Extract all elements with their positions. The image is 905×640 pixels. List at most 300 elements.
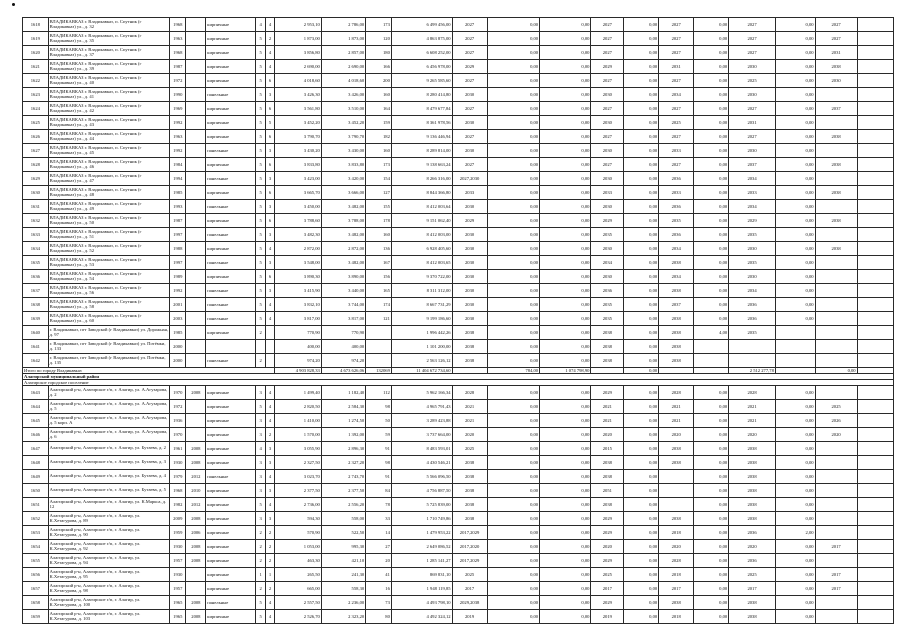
cell-row-id: 1642 [23,354,49,368]
cell-value-5: 0,00 [775,400,815,414]
cell-blank [857,540,893,554]
cell-plan-year: 2021 [452,400,487,414]
cell-wall-material: панельные [206,88,256,102]
total-area: 4 903 828,33 [275,368,322,374]
cell-residents: 73 [366,596,392,610]
cell-living-area: 2 786,00 [321,18,365,32]
cell-year-5 [815,144,857,158]
cell-year-3: 2021 [659,400,694,414]
cell-value-1: 0,00 [487,386,540,400]
table-row [23,88,894,102]
cell-residents: 136 [366,242,392,256]
cell-plan-year: 2030 [452,88,487,102]
cell-row-id: 1655 [23,554,49,568]
cell-living-area: 1 274,50 [321,414,365,428]
cell-blank [857,46,893,60]
cell-residents: 20 [366,554,392,568]
cell-year-5: 2025 [815,400,857,414]
table-row [23,470,894,484]
cell-year-5: 2038 [815,186,857,200]
cell-value-5: 0,00 [775,596,815,610]
cell-blank [857,284,893,298]
table-row [23,186,894,200]
cell-entrances: 4 [265,400,274,414]
cell-blank [857,130,893,144]
cell-residents: 178 [366,214,392,228]
cell-total-area: 265,50 [275,568,322,582]
cell-year-built: 1968 [170,484,186,498]
cell-row-id: 1626 [23,130,49,144]
cell-year-5 [815,456,857,470]
cell-year-built: 1963 [170,130,186,144]
cell-year-2: 2027 [591,74,624,88]
cell-value-2: 0,00 [540,540,591,554]
cell-value-3: 0,00 [624,88,659,102]
cell-value-4: 0,00 [694,130,729,144]
cell-plan-year: 2027 [452,130,487,144]
cell-total-area: 2 526,70 [275,610,322,624]
cell-year-4: 2027 [729,46,776,60]
cell-wall-material: кирпичные [206,526,256,540]
cell-year-3: 2031 [659,60,694,74]
cell-year-2: 2027 [591,102,624,116]
cell-living-area: 2 743,70 [321,470,365,484]
cell-living-area: 4 018,60 [321,74,365,88]
cell-row-id: 1623 [23,88,49,102]
cell-address: Алагирский р-н, Алагирское г/п, г. Алагир, ул. К.Хетагурова, д. 94 [48,554,169,568]
cell-value-2: 0,00 [540,18,591,32]
cell-floors: 5 [256,228,265,242]
cell-year-5 [815,228,857,242]
cell-value-4: 0,00 [694,470,729,484]
cell-plan-year: 2038 [452,498,487,512]
cell-year-built: 1972 [170,400,186,414]
cell-value-4: 0,00 [694,456,729,470]
cell-year-4: 2038 [729,456,776,470]
cell-entrances: 3 [265,442,274,456]
cell-year-3: 2018 [659,610,694,624]
cell-year-4: 2038 [729,512,776,526]
cell-year-2: 2030 [591,270,624,284]
cell-value-4: 0,00 [694,400,729,414]
cell-repair-cost: 8 361 978,56 [391,116,452,130]
cell-plan-year: 2027,2030 [452,172,487,186]
cell-value-1: 0,00 [487,116,540,130]
cell-year-4: 2027 [729,18,776,32]
cell-floors [256,340,265,354]
cell-row-id: 1633 [23,228,49,242]
table-row [23,172,894,186]
cell-residents: 159 [366,116,392,130]
table-row [23,116,894,130]
cell-value-1: 0,00 [487,172,540,186]
cell-residents [366,354,392,368]
cell-repair-cost: 869 831,10 [391,568,452,582]
cell-row-id: 1620 [23,46,49,60]
cell-year-renovated [186,74,206,88]
cell-year-built: 1957 [170,554,186,568]
cell-entrances: 2 [265,32,274,46]
cell-year-renovated [186,214,206,228]
cell-floors: 2 [256,540,265,554]
cell-blank [857,470,893,484]
cell-value-3: 0,00 [624,242,659,256]
cell-year-built: 1959 [170,526,186,540]
cell-total-area: 2 557,50 [275,596,322,610]
cell-total-area: 1 570,00 [275,428,322,442]
cell-value-1: 0,00 [487,596,540,610]
cell-value-2: 0,00 [540,568,591,582]
cell-floors: 3 [256,512,265,526]
cell-blank [857,526,893,540]
cell-living-area: 770,90 [321,326,365,340]
cell-address: ВЛАДИКАВКАЗ г. Владикавказ, п. Спутник (г Владикавказ) ул., д. 44 [48,130,169,144]
cell-address: Алагирский р-н, Алагирское г/п, г. Алагир, ул. Бутаева, д. 2 [48,442,169,456]
cell-year-2: 2029 [591,526,624,540]
cell-repair-cost: 9 136 446,94 [391,130,452,144]
cell-living-area: 2 872,00 [321,242,365,256]
cell-row-id: 1646 [23,428,49,442]
cell-year-2: 2030 [591,144,624,158]
cell-year-built: 1936 [170,414,186,428]
cell-year-2: 2021 [591,400,624,414]
cell-value-4: 0,00 [694,18,729,32]
cell-year-3: 2028 [659,386,694,400]
cell-year-4: 2037 [729,158,776,172]
cell-plan-year: 2038 [452,484,487,498]
cell-year-2: 2020 [591,428,624,442]
cell-value-2: 0,00 [540,88,591,102]
cell-year-renovated: 2006 [186,526,206,540]
cell-row-id: 1619 [23,32,49,46]
cell-blank [857,242,893,256]
cell-plan-year: 2030 [452,144,487,158]
cell-repair-cost: 8 844 366,80 [391,186,452,200]
cell-year-4: 2038 [729,442,776,456]
cell-blank [857,102,893,116]
cell-year-built: 2000 [170,340,186,354]
cell-year-3: 2020 [659,540,694,554]
cell-plan-year: 2030 [452,256,487,270]
cell-wall-material: кирпичные [206,484,256,498]
cell-living-area: 2 690,00 [321,60,365,74]
cell-address: Алагирский р-н, Алагирское г/п, г. Алагир, ул. К.Хетагурова, д. 95 [48,568,169,582]
cell-floors: 3 [256,428,265,442]
table-row [23,60,894,74]
cell-living-area: 3 817,00 [321,312,365,326]
cell-repair-cost: 8 289 814,00 [391,144,452,158]
cell-year-4: 2035 [729,228,776,242]
cell-living-area: 3 666,00 [321,186,365,200]
cell-total-area: 4 018,60 [275,74,322,88]
table-row [23,326,894,340]
cell-floors: 5 [256,186,265,200]
cell-value-1: 0,00 [487,158,540,172]
cell-floors: 4 [256,18,265,32]
cell-year-5: 2038 [815,242,857,256]
cell-year-built: 2003 [170,312,186,326]
cell-total-area: 400,00 [275,340,322,354]
cell-value-5: 2,00 [775,526,815,540]
cell-value-2: 0,00 [540,32,591,46]
cell-living-area: 2 584,30 [321,400,365,414]
cell-living-area: 400,00 [321,340,365,354]
cell-floors: 2 [256,326,265,340]
cell-row-id: 1638 [23,298,49,312]
cell-value-1: 0,00 [487,540,540,554]
table-row [23,284,894,298]
cell-year-4: 2020 [729,540,776,554]
cell-residents: 98 [366,456,392,470]
cell-year-2: 2035 [591,228,624,242]
cell-year-4 [729,354,776,368]
cell-value-5: 0,00 [775,256,815,270]
total-area-living: 4 673 626,06 [321,368,365,374]
cell-year-4: 2036 [729,312,776,326]
cell-address: ВЛАДИКАВКАЗ г. Владикавказ, п. Спутник (г Владикавказ) ул., д. 49 [48,200,169,214]
cell-residents: 154 [366,172,392,186]
cell-row-id: 1649 [23,470,49,484]
cell-value-5: 0,00 [775,88,815,102]
cell-value-5: 0,00 [775,116,815,130]
cell-floors: 3 [256,386,265,400]
cell-living-area: 3 452,20 [321,116,365,130]
cell-value-5: 0,00 [775,74,815,88]
cell-value-1: 0,00 [487,456,540,470]
cell-residents: 174 [366,298,392,312]
table-row [23,312,894,326]
cell-year-renovated [186,32,206,46]
cell-value-5: 0,00 [775,568,815,582]
cell-plan-year: 2030 [452,228,487,242]
cell-address: г. Владикавказ, пгт Заводской (г Владикавказ) ул. Дорожная, д. 97 [48,326,169,340]
cell-year-2: 2030 [591,242,624,256]
total-cost: 11 404 672 734,60 [391,368,452,374]
cell-residents: 84 [366,484,392,498]
cell-value-3: 0,00 [624,484,659,498]
cell-value-2: 0,00 [540,340,591,354]
cell-blank [857,60,893,74]
cell-entrances: 4 [265,242,274,256]
cell-entrances: 3 [265,144,274,158]
cell-value-3: 0,00 [624,18,659,32]
table-row [23,102,894,116]
cell-year-5 [815,512,857,526]
cell-blank [857,582,893,596]
cell-year-2: 2030 [591,88,624,102]
cell-repair-cost: 3 289 423,88 [391,414,452,428]
cell-value-4: 0,00 [694,144,729,158]
cell-living-area: 3 510,00 [321,102,365,116]
cell-value-5: 0,00 [775,554,815,568]
table-row [23,512,894,526]
cell-blank [857,32,893,46]
cell-plan-year: 2027 [452,102,487,116]
cell-value-2: 0,00 [540,102,591,116]
cell-year-3: 2025 [659,116,694,130]
cell-value-5: 0,00 [775,200,815,214]
cell-floors: 5 [256,172,265,186]
cell-repair-cost: 8 412 003,00 [391,228,452,242]
cell-value-3: 0,00 [624,540,659,554]
cell-repair-cost: 9 370 722,00 [391,270,452,284]
cell-year-renovated: 2012 [186,498,206,512]
cell-living-area: 3 744,00 [321,298,365,312]
cell-repair-cost: 1 710 749,86 [391,512,452,526]
cell-floors: 2 [256,526,265,540]
cell-row-id: 1636 [23,270,49,284]
cell-total-area: 3 832,10 [275,298,322,312]
cell-year-2: 2033 [591,186,624,200]
cell-address: ВЛАДИКАВКАЗ г. Владикавказ, п. Спутник (г Владикавказ) ул., д. 37 [48,46,169,60]
cell-row-id: 1639 [23,312,49,326]
cell-repair-cost: 8 667 731,29 [391,298,452,312]
cell-year-3: 2038 [659,256,694,270]
cell-entrances: 4 [265,60,274,74]
cell-blank [857,354,893,368]
cell-value-3: 0,00 [624,554,659,568]
cell-year-built: 1963 [170,32,186,46]
cell-value-5: 0,00 [775,214,815,228]
cell-year-renovated: 2008 [186,540,206,554]
cell-plan-year: 2025 [452,568,487,582]
cell-address: ВЛАДИКАВКАЗ г. Владикавказ, п. Спутник (г Владикавказ) ул., д. 60 [48,312,169,326]
cell-plan-year: 2038 [452,470,487,484]
table-row [23,158,894,172]
cell-floors: 5 [256,312,265,326]
cell-plan-year: 2017,2029 [452,526,487,540]
cell-plan-year: 2038 [452,354,487,368]
cell-year-3: 2021 [659,414,694,428]
cell-wall-material [206,340,256,354]
cell-blank [857,18,893,32]
cell-year-2: 2051 [591,484,624,498]
cell-repair-cost: 1 479 953,22 [391,526,452,540]
cell-row-id: 1644 [23,400,49,414]
cell-value-2: 0,00 [540,512,591,526]
total-sum: 2 512 277,78 [729,368,776,374]
cell-value-2: 0,00 [540,270,591,284]
cell-total-area: 3 856,80 [275,46,322,60]
cell-value-2: 0,00 [540,186,591,200]
housing-register-table [22,17,894,624]
cell-year-renovated [186,186,206,200]
cell-residents [366,326,392,340]
cell-value-5: 0,00 [775,312,815,326]
cell-living-area: 2 556,20 [321,498,365,512]
cell-value-5: 0,00 [775,284,815,298]
cell-value-1: 0,00 [487,414,540,428]
cell-value-5 [775,354,815,368]
cell-value-1: 0,00 [487,498,540,512]
cell-value-3: 0,00 [624,414,659,428]
cell-row-id: 1645 [23,414,49,428]
cell-entrances: 6 [265,270,274,284]
cell-value-2: 0,00 [540,386,591,400]
cell-plan-year: 2027 [452,46,487,60]
cell-year-3: 2038 [659,512,694,526]
cell-repair-cost: 6 499 456,00 [391,18,452,32]
cell-value-3: 0,00 [624,228,659,242]
cell-year-3: 2035 [659,214,694,228]
cell-blank [857,144,893,158]
cell-value-1: 0,00 [487,610,540,624]
cell-year-2: 2015 [591,442,624,456]
table-row [23,596,894,610]
cell-year-5 [815,526,857,540]
cell-year-renovated [186,284,206,298]
cell-value-3: 0,00 [624,512,659,526]
cell-value-3: 0,00 [624,354,659,368]
cell-floors: 5 [256,596,265,610]
cell-wall-material: кирпичные [206,32,256,46]
cell-total-area: 463,30 [275,554,322,568]
cell-year-renovated [186,256,206,270]
cell-floors: 3 [256,456,265,470]
cell-value-3: 0,00 [624,340,659,354]
table-row [23,200,894,214]
cell-value-1: 0,00 [487,200,540,214]
cell-blank [857,228,893,242]
section-title: Алагирский муниципальный район [23,374,894,380]
cell-repair-cost: 5 962 166,34 [391,386,452,400]
cell-living-area: 421,10 [321,554,365,568]
cell-year-4: 2034 [729,172,776,186]
cell-year-renovated [186,242,206,256]
cell-wall-material: кирпичные [206,186,256,200]
cell-year-renovated: 2008 [186,386,206,400]
cell-wall-material: панельные [206,228,256,242]
table-row [23,242,894,256]
cell-year-built: 1989 [170,270,186,284]
cell-value-4: 0,00 [694,172,729,186]
cell-address: Алагирский р-н, Алагирское г/п, г. Алагир, ул. Бутаева, д. 3 [48,456,169,470]
table-row [23,498,894,512]
cell-blank [857,88,893,102]
cell-year-3: 2027 [659,158,694,172]
cell-value-2: 0,00 [540,596,591,610]
cell-year-built: 1990 [170,88,186,102]
cell-value-1: 0,00 [487,242,540,256]
cell-year-3: 2036 [659,200,694,214]
cell-value-3: 0,00 [624,158,659,172]
cell-residents: 160 [366,228,392,242]
cell-address: г. Владикавказ, пгт Заводской (г Владикавказ) ул. Потёмки, д. 133 [48,340,169,354]
cell-residents: 91 [366,442,392,456]
cell-living-area: 2 377,50 [321,484,365,498]
cell-year-renovated [186,568,206,582]
cell-year-3: 2027 [659,32,694,46]
cell-value-1: 0,00 [487,470,540,484]
cell-residents [366,340,392,354]
cell-living-area: 974,20 [321,354,365,368]
cell-total-area: 3 890,30 [275,270,322,284]
cell-value-2: 0,00 [540,484,591,498]
cell-year-3: 2027 [659,74,694,88]
table-row [23,18,894,32]
cell-year-5: 2030 [815,74,857,88]
cell-floors: 5 [256,200,265,214]
cell-floors: 5 [256,256,265,270]
cell-value-1: 0,00 [487,312,540,326]
cell-year-renovated [186,130,206,144]
cell-value-2: 0,00 [540,312,591,326]
cell-year-2: 2038 [591,326,624,340]
cell-living-area: 3 482,00 [321,228,365,242]
cell-repair-cost: 9 199 186,60 [391,312,452,326]
cell-value-4: 0,00 [694,540,729,554]
cell-address: Алагирский р-н, Алагирское г/п, г. Алагир, ул. Бутаева, д. 4 [48,470,169,484]
